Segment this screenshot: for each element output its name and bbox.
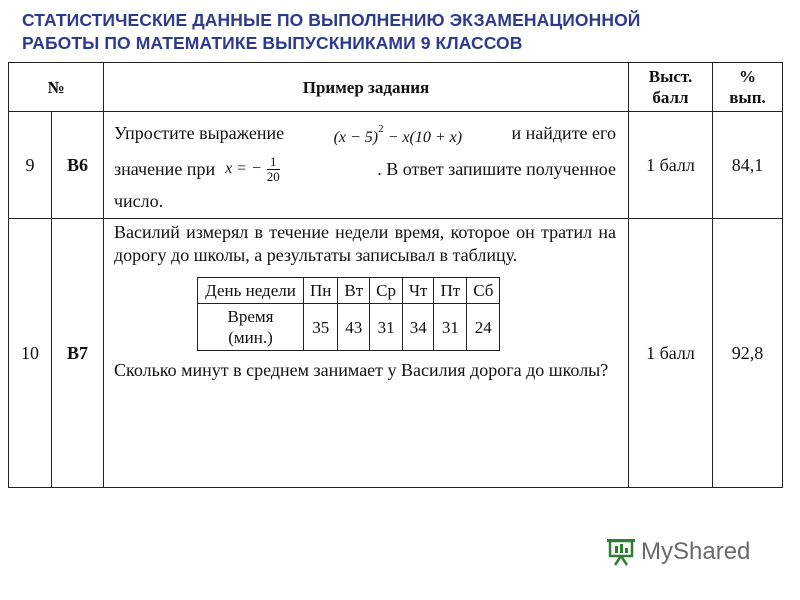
table-row <box>9 219 783 488</box>
task-text: Упростите выражение $(x - 5)^2 - x(10 + x)$ и найдите его значение при x = − $\frac{1}{20}$ . В ответ запишите полученное число. <box>104 112 629 219</box>
task-percent: 84,1 <box>713 112 783 219</box>
task-number: 10 <box>9 219 52 488</box>
inner-day-row: День недели Пн Вт Ср Чт Пт Сб <box>198 278 500 304</box>
task-number: 9 <box>9 112 52 219</box>
title-line-1: СТАТИСТИЧЕСКИЕ ДАННЫЕ ПО ВЫПОЛНЕНИЮ ЭКЗАМЕНАЦИОННОЙ <box>22 10 641 30</box>
x-value: x = − $\frac{1}{20}$ <box>225 154 280 184</box>
task-code: В7 <box>52 219 104 488</box>
table-header-row <box>9 63 783 112</box>
task-points: 1 балл <box>629 219 713 488</box>
task-text: Василий измерял в течение недели время, которое он тратил на дорогу до школы, а результаты записывал в таблицу. День недели Пн Вт Ср Чт Пт Сб Время (мин.) 35 43 31 34 31 24 Сколько минут в среднем занимает у Василия дорога до школы? <box>104 219 629 488</box>
header-number: № <box>9 63 104 112</box>
presentation-board-icon <box>606 537 636 567</box>
task-points: 1 балл <box>629 112 713 219</box>
task-code: В6 <box>52 112 104 219</box>
header-percent: % вып. <box>713 63 783 112</box>
logo-text: MyShared <box>641 538 751 565</box>
task-percent: 92,8 <box>713 219 783 488</box>
header-points: Выст. балл <box>629 63 713 112</box>
expression: $(x - 5)^2 - x(10 + x)$ <box>333 123 463 146</box>
myshared-logo[interactable] <box>606 537 750 567</box>
header-example: Пример задания <box>104 63 629 112</box>
statistics-table <box>8 62 783 488</box>
inner-time-row: Время (мин.) 35 43 31 34 31 24 <box>198 304 500 351</box>
table-row <box>9 112 783 219</box>
title-line-2: РАБОТЫ ПО МАТЕМАТИКЕ ВЫПУСКНИКАМИ 9 КЛАССОВ <box>22 33 523 53</box>
page-title <box>22 9 782 55</box>
inner-time-table <box>197 277 500 351</box>
